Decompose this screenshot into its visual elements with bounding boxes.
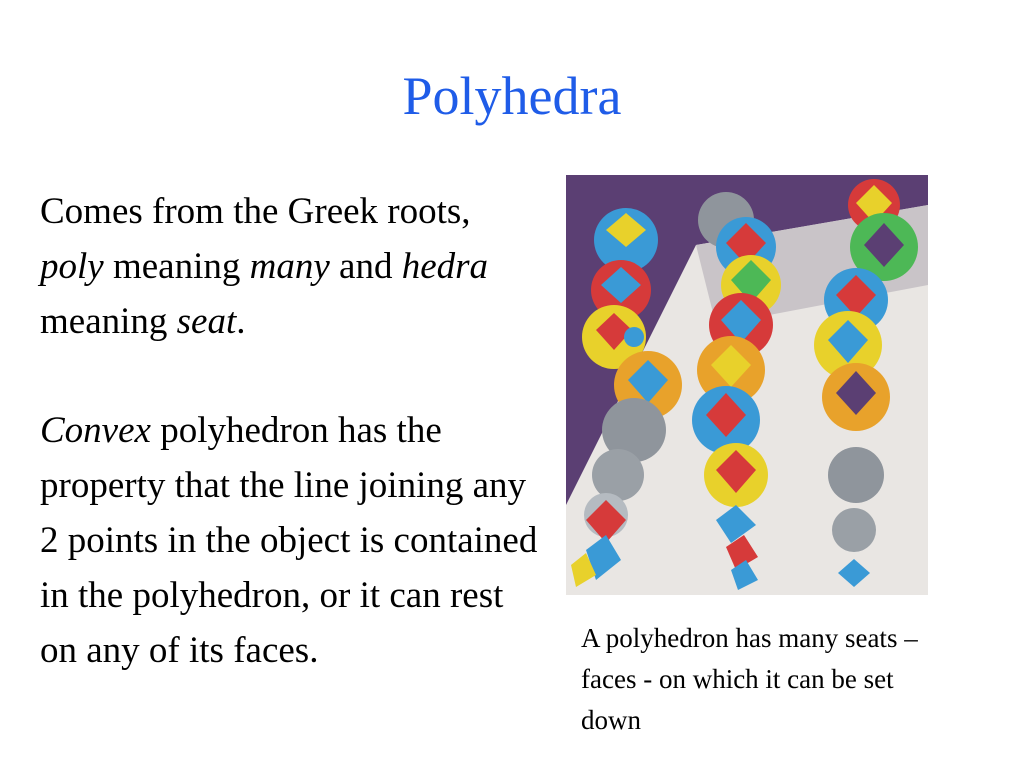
polyhedra-models xyxy=(571,179,918,590)
para1-text-3: and xyxy=(329,246,402,287)
para1-term-hedra: hedra xyxy=(401,246,489,287)
paragraph-etymology xyxy=(40,184,540,349)
polyhedra-photo xyxy=(566,175,928,595)
para1-term-poly: poly xyxy=(40,246,104,287)
para1-text-2: meaning xyxy=(103,246,250,287)
para1-term-many: many xyxy=(249,246,330,287)
para1-text-5: . xyxy=(236,301,246,342)
slide-title: Polyhedra xyxy=(402,66,622,126)
para2-term-convex: Convex xyxy=(40,410,151,451)
paragraph-convex xyxy=(40,403,540,678)
para2-text: polyhedron has the property that the line joining any 2 points in the object is contained in the polyhedron, or it can rest on any of its faces. xyxy=(40,410,538,671)
para1-text-1: Comes from the Greek roots, xyxy=(40,191,471,232)
photo-caption: A polyhedron has many seats – faces - on which it can be set down xyxy=(581,623,918,735)
para1-text-4: meaning xyxy=(40,301,177,342)
para1-term-seat: seat xyxy=(176,301,237,342)
body-text xyxy=(40,184,540,678)
